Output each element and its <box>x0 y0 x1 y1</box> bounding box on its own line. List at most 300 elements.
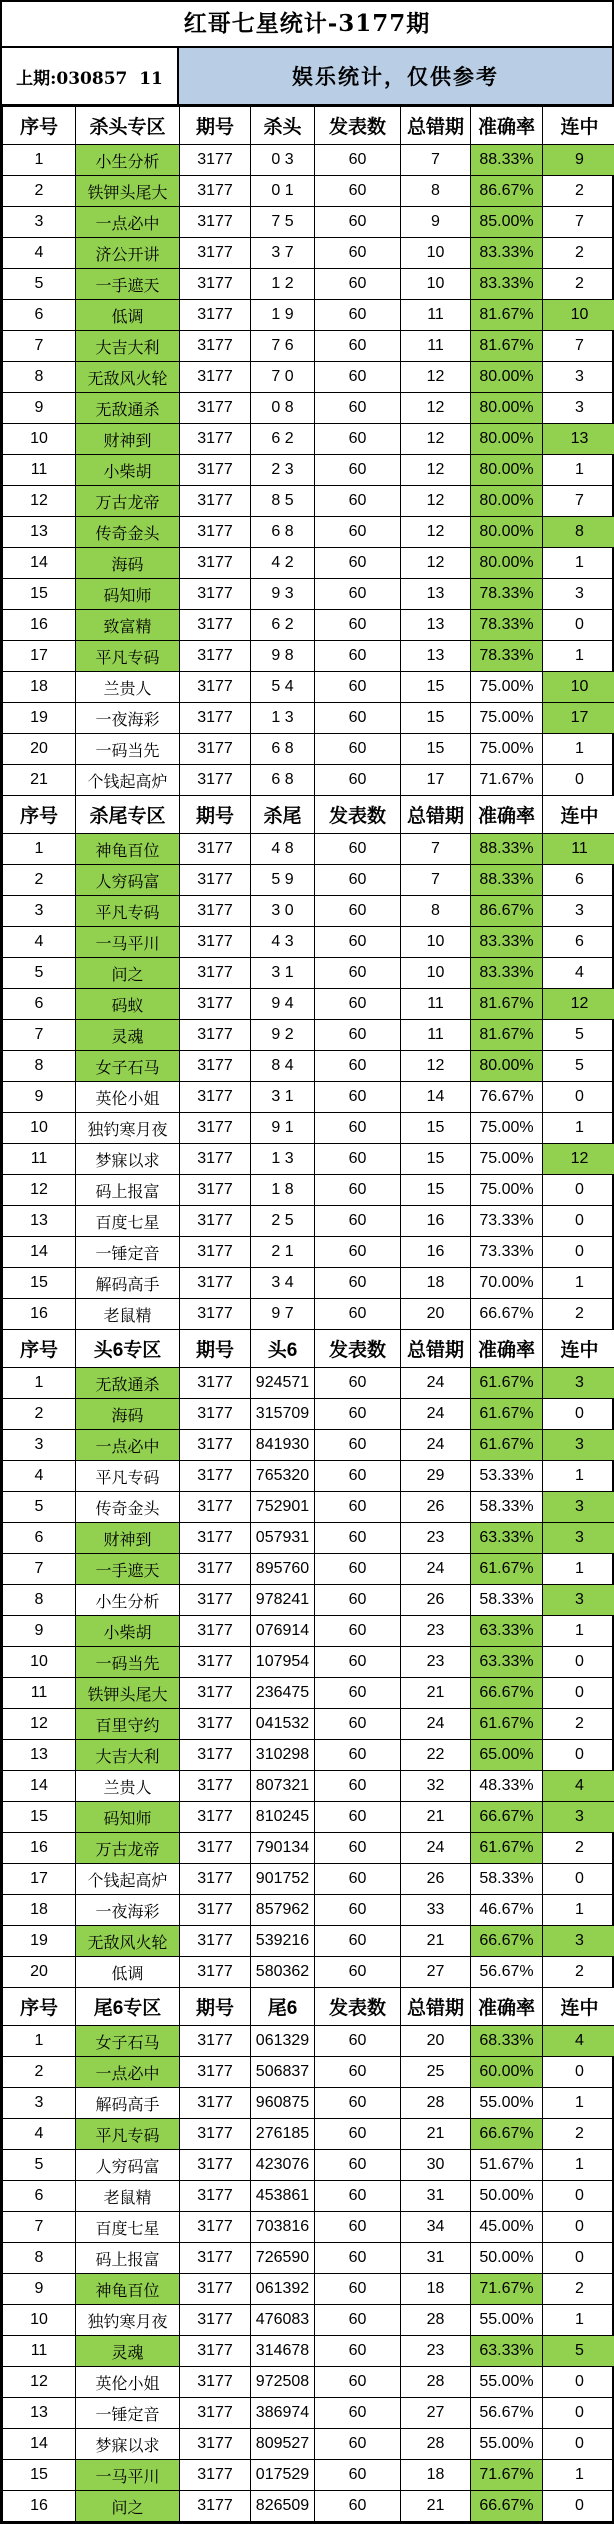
streak-cell: 8 <box>543 517 614 548</box>
zone-name-cell: 梦寐以求 <box>76 1144 180 1175</box>
table-row <box>3 455 614 486</box>
streak-cell: 0 <box>543 2181 614 2212</box>
issue-cell: 3177 <box>180 331 251 362</box>
issue-cell: 3177 <box>180 1771 251 1802</box>
table-row <box>3 145 614 176</box>
index-cell: 17 <box>3 641 76 672</box>
issue-cell: 3177 <box>180 424 251 455</box>
issue-cell: 3177 <box>180 207 251 238</box>
table-row <box>3 2057 614 2088</box>
issue-cell: 3177 <box>180 1430 251 1461</box>
published-count-cell: 60 <box>315 1678 401 1709</box>
total-errors-cell: 12 <box>401 393 471 424</box>
total-errors-cell: 31 <box>401 2181 471 2212</box>
previous-issue-label: 上期:030857 11 <box>2 48 179 104</box>
table-row <box>3 1585 614 1616</box>
total-errors-cell: 28 <box>401 2305 471 2336</box>
prediction-cell: 9 4 <box>251 989 315 1020</box>
zone-name-cell: 百度七星 <box>76 2212 180 2243</box>
published-count-cell: 60 <box>315 1268 401 1299</box>
zone-name-cell: 一马平川 <box>76 927 180 958</box>
issue-cell: 3177 <box>180 1492 251 1523</box>
index-cell: 14 <box>3 1771 76 1802</box>
streak-cell: 4 <box>543 1771 614 1802</box>
index-cell: 1 <box>3 1368 76 1399</box>
accuracy-cell: 71.67% <box>471 765 543 796</box>
total-errors-cell: 22 <box>401 1740 471 1771</box>
prediction-cell: 0 3 <box>251 145 315 176</box>
zone-name-cell: 无敌风火轮 <box>76 1926 180 1957</box>
streak-cell: 0 <box>543 1082 614 1113</box>
streak-cell: 1 <box>543 2088 614 2119</box>
zone-name-cell: 无敌通杀 <box>76 1368 180 1399</box>
issue-cell: 3177 <box>180 300 251 331</box>
accuracy-cell: 78.33% <box>471 579 543 610</box>
accuracy-cell: 61.67% <box>471 1399 543 1430</box>
accuracy-cell: 78.33% <box>471 610 543 641</box>
column-header-zone-name-cell: 杀头专区 <box>76 107 180 145</box>
prediction-cell: 580362 <box>251 1957 315 1988</box>
accuracy-cell: 78.33% <box>471 641 543 672</box>
streak-cell: 10 <box>543 300 614 331</box>
issue-cell: 3177 <box>180 486 251 517</box>
zone-name-cell: 英伦小姐 <box>76 2367 180 2398</box>
prediction-cell: 423076 <box>251 2150 315 2181</box>
index-cell: 16 <box>3 2491 76 2522</box>
prediction-cell: 1 8 <box>251 1175 315 1206</box>
streak-cell: 0 <box>543 1740 614 1771</box>
accuracy-cell: 83.33% <box>471 927 543 958</box>
disclaimer-label: 娱乐统计，仅供参考 <box>179 48 612 104</box>
accuracy-cell: 81.67% <box>471 331 543 362</box>
prediction-cell: 6 8 <box>251 517 315 548</box>
zone-name-cell: 无敌通杀 <box>76 393 180 424</box>
issue-cell: 3177 <box>180 1144 251 1175</box>
index-cell: 5 <box>3 958 76 989</box>
issue-cell: 3177 <box>180 579 251 610</box>
published-count-cell: 60 <box>315 548 401 579</box>
index-cell: 6 <box>3 2181 76 2212</box>
index-cell: 14 <box>3 548 76 579</box>
column-header-accuracy-cell: 准确率 <box>471 796 543 834</box>
index-cell: 2 <box>3 176 76 207</box>
index-cell: 12 <box>3 486 76 517</box>
streak-cell: 10 <box>543 672 614 703</box>
prediction-cell: 3 0 <box>251 896 315 927</box>
table-row <box>3 300 614 331</box>
total-errors-cell: 24 <box>401 1430 471 1461</box>
total-errors-cell: 24 <box>401 1399 471 1430</box>
issue-cell: 3177 <box>180 958 251 989</box>
prediction-cell: 3 7 <box>251 238 315 269</box>
streak-cell: 2 <box>543 176 614 207</box>
streak-cell: 3 <box>543 362 614 393</box>
total-errors-cell: 13 <box>401 610 471 641</box>
accuracy-cell: 66.67% <box>471 1678 543 1709</box>
zone-name-cell: 兰贵人 <box>76 672 180 703</box>
streak-cell: 1 <box>543 2150 614 2181</box>
published-count-cell: 60 <box>315 1926 401 1957</box>
issue-cell: 3177 <box>180 1082 251 1113</box>
index-cell: 11 <box>3 1144 76 1175</box>
prediction-cell: 9 1 <box>251 1113 315 1144</box>
zone-name-cell: 济公开讲 <box>76 238 180 269</box>
table-row <box>3 2150 614 2181</box>
zone-name-cell: 神龟百位 <box>76 2274 180 2305</box>
issue-cell: 3177 <box>180 672 251 703</box>
prediction-cell: 7 0 <box>251 362 315 393</box>
table-row <box>3 1299 614 1330</box>
table-row <box>3 1647 614 1678</box>
zone-name-cell: 小生分析 <box>76 1585 180 1616</box>
zone-name-cell: 一码当先 <box>76 1647 180 1678</box>
index-cell: 8 <box>3 2243 76 2274</box>
total-errors-cell: 18 <box>401 2460 471 2491</box>
table-row <box>3 2367 614 2398</box>
column-header-prediction-cell: 尾6 <box>251 1988 315 2026</box>
column-header-index-cell: 序号 <box>3 796 76 834</box>
total-errors-cell: 21 <box>401 2119 471 2150</box>
table-row <box>3 2026 614 2057</box>
prediction-cell: 703816 <box>251 2212 315 2243</box>
published-count-cell: 60 <box>315 300 401 331</box>
total-errors-cell: 31 <box>401 2243 471 2274</box>
total-errors-cell: 24 <box>401 1833 471 1864</box>
total-errors-cell: 9 <box>401 207 471 238</box>
published-count-cell: 60 <box>315 2057 401 2088</box>
table-row <box>3 207 614 238</box>
zone-name-cell: 解码高手 <box>76 2088 180 2119</box>
issue-cell: 3177 <box>180 927 251 958</box>
table-row <box>3 2181 614 2212</box>
accuracy-cell: 73.33% <box>471 1206 543 1237</box>
accuracy-cell: 65.00% <box>471 1740 543 1771</box>
table-row <box>3 1175 614 1206</box>
issue-cell: 3177 <box>180 1833 251 1864</box>
issue-cell: 3177 <box>180 610 251 641</box>
index-cell: 7 <box>3 1020 76 1051</box>
prediction-cell: 826509 <box>251 2491 315 2522</box>
total-errors-cell: 17 <box>401 765 471 796</box>
column-header-accuracy-cell: 准确率 <box>471 1330 543 1368</box>
table-row <box>3 1461 614 1492</box>
published-count-cell: 60 <box>315 734 401 765</box>
index-cell: 12 <box>3 1709 76 1740</box>
published-count-cell: 60 <box>315 1051 401 1082</box>
published-count-cell: 60 <box>315 2088 401 2119</box>
column-header-accuracy-cell: 准确率 <box>471 1988 543 2026</box>
table-row <box>3 1268 614 1299</box>
total-errors-cell: 16 <box>401 1237 471 1268</box>
total-errors-cell: 26 <box>401 1864 471 1895</box>
column-header-total-errors-cell: 总错期 <box>401 1988 471 2026</box>
published-count-cell: 60 <box>315 1237 401 1268</box>
streak-cell: 1 <box>543 1268 614 1299</box>
accuracy-cell: 75.00% <box>471 734 543 765</box>
column-header-prediction-cell: 头6 <box>251 1330 315 1368</box>
total-errors-cell: 12 <box>401 362 471 393</box>
accuracy-cell: 80.00% <box>471 362 543 393</box>
column-header-accuracy-cell: 准确率 <box>471 107 543 145</box>
table-row <box>3 1926 614 1957</box>
table-row <box>3 269 614 300</box>
total-errors-cell: 21 <box>401 2491 471 2522</box>
prediction-cell: 0 8 <box>251 393 315 424</box>
section-header-wei6 <box>3 1988 614 2026</box>
accuracy-cell: 56.67% <box>471 1957 543 1988</box>
table-row <box>3 1554 614 1585</box>
streak-cell: 7 <box>543 207 614 238</box>
accuracy-cell: 75.00% <box>471 703 543 734</box>
issue-cell: 3177 <box>180 393 251 424</box>
streak-cell: 7 <box>543 331 614 362</box>
streak-cell: 0 <box>543 1399 614 1430</box>
zone-name-cell: 低调 <box>76 300 180 331</box>
published-count-cell: 60 <box>315 486 401 517</box>
zone-name-cell: 小柴胡 <box>76 1616 180 1647</box>
accuracy-cell: 75.00% <box>471 1113 543 1144</box>
published-count-cell: 60 <box>315 1430 401 1461</box>
total-errors-cell: 26 <box>401 1492 471 1523</box>
table-row <box>3 958 614 989</box>
index-cell: 8 <box>3 362 76 393</box>
table-row <box>3 1771 614 1802</box>
accuracy-cell: 76.67% <box>471 1082 543 1113</box>
streak-cell: 2 <box>543 1709 614 1740</box>
streak-cell: 0 <box>543 2367 614 2398</box>
prediction-cell: 5 4 <box>251 672 315 703</box>
index-cell: 20 <box>3 734 76 765</box>
index-cell: 1 <box>3 834 76 865</box>
total-errors-cell: 18 <box>401 2274 471 2305</box>
index-cell: 1 <box>3 2026 76 2057</box>
accuracy-cell: 63.33% <box>471 1647 543 1678</box>
prediction-cell: 3 1 <box>251 958 315 989</box>
prediction-cell: 539216 <box>251 1926 315 1957</box>
streak-cell: 3 <box>543 1926 614 1957</box>
prediction-cell: 5 9 <box>251 865 315 896</box>
total-errors-cell: 34 <box>401 2212 471 2243</box>
prediction-cell: 1 3 <box>251 703 315 734</box>
published-count-cell: 60 <box>315 1299 401 1330</box>
accuracy-cell: 80.00% <box>471 548 543 579</box>
index-cell: 2 <box>3 1399 76 1430</box>
published-count-cell: 60 <box>315 2491 401 2522</box>
issue-cell: 3177 <box>180 269 251 300</box>
streak-cell: 1 <box>543 455 614 486</box>
prediction-cell: 9 8 <box>251 641 315 672</box>
page-title: 红哥七星统计-3177期 <box>2 2 612 48</box>
prediction-cell: 4 3 <box>251 927 315 958</box>
prediction-cell: 057931 <box>251 1523 315 1554</box>
table-row <box>3 989 614 1020</box>
accuracy-cell: 61.67% <box>471 1833 543 1864</box>
zone-name-cell: 铁钾头尾大 <box>76 176 180 207</box>
accuracy-cell: 61.67% <box>471 1368 543 1399</box>
total-errors-cell: 10 <box>401 958 471 989</box>
streak-cell: 13 <box>543 424 614 455</box>
total-errors-cell: 7 <box>401 145 471 176</box>
table-row <box>3 176 614 207</box>
table-row <box>3 865 614 896</box>
accuracy-cell: 66.67% <box>471 1802 543 1833</box>
published-count-cell: 60 <box>315 896 401 927</box>
index-cell: 13 <box>3 1206 76 1237</box>
accuracy-cell: 58.33% <box>471 1492 543 1523</box>
published-count-cell: 60 <box>315 393 401 424</box>
published-count-cell: 60 <box>315 2274 401 2305</box>
total-errors-cell: 15 <box>401 1144 471 1175</box>
total-errors-cell: 10 <box>401 927 471 958</box>
zone-name-cell: 一点必中 <box>76 1430 180 1461</box>
table-row <box>3 2212 614 2243</box>
streak-cell: 2 <box>543 1299 614 1330</box>
index-cell: 15 <box>3 1802 76 1833</box>
streak-cell: 3 <box>543 1523 614 1554</box>
issue-cell: 3177 <box>180 145 251 176</box>
zone-name-cell: 老鼠精 <box>76 2181 180 2212</box>
prediction-cell: 895760 <box>251 1554 315 1585</box>
total-errors-cell: 26 <box>401 1585 471 1616</box>
published-count-cell: 60 <box>315 455 401 486</box>
accuracy-cell: 63.33% <box>471 1616 543 1647</box>
streak-cell: 1 <box>543 2460 614 2491</box>
index-cell: 21 <box>3 765 76 796</box>
accuracy-cell: 81.67% <box>471 989 543 1020</box>
accuracy-cell: 86.67% <box>471 176 543 207</box>
prediction-cell: 978241 <box>251 1585 315 1616</box>
index-cell: 19 <box>3 703 76 734</box>
issue-cell: 3177 <box>180 1368 251 1399</box>
total-errors-cell: 15 <box>401 672 471 703</box>
accuracy-cell: 55.00% <box>471 2429 543 2460</box>
streak-cell: 0 <box>543 2398 614 2429</box>
section-header-shatou <box>3 107 614 145</box>
column-header-issue-cell: 期号 <box>180 107 251 145</box>
accuracy-cell: 80.00% <box>471 1051 543 1082</box>
issue-cell: 3177 <box>180 2119 251 2150</box>
zone-name-cell: 百度七星 <box>76 1206 180 1237</box>
streak-cell: 2 <box>543 2274 614 2305</box>
streak-cell: 5 <box>543 2336 614 2367</box>
streak-cell: 3 <box>543 1368 614 1399</box>
prediction-cell: 310298 <box>251 1740 315 1771</box>
zone-name-cell: 一夜海彩 <box>76 703 180 734</box>
streak-cell: 1 <box>543 641 614 672</box>
table-row <box>3 1523 614 1554</box>
streak-cell: 3 <box>543 393 614 424</box>
published-count-cell: 60 <box>315 517 401 548</box>
index-cell: 9 <box>3 1616 76 1647</box>
issue-cell: 3177 <box>180 1957 251 1988</box>
zone-name-cell: 一点必中 <box>76 2057 180 2088</box>
issue-cell: 3177 <box>180 2212 251 2243</box>
total-errors-cell: 12 <box>401 486 471 517</box>
streak-cell: 1 <box>543 1616 614 1647</box>
streak-cell: 1 <box>543 2305 614 2336</box>
accuracy-cell: 58.33% <box>471 1585 543 1616</box>
issue-cell: 3177 <box>180 2367 251 2398</box>
total-errors-cell: 8 <box>401 176 471 207</box>
prediction-cell: 8 5 <box>251 486 315 517</box>
streak-cell: 5 <box>543 1051 614 1082</box>
issue-cell: 3177 <box>180 1175 251 1206</box>
issue-cell: 3177 <box>180 641 251 672</box>
streak-cell: 3 <box>543 1585 614 1616</box>
streak-cell: 6 <box>543 927 614 958</box>
index-cell: 15 <box>3 1268 76 1299</box>
accuracy-cell: 55.00% <box>471 2305 543 2336</box>
index-cell: 6 <box>3 989 76 1020</box>
index-cell: 6 <box>3 300 76 331</box>
zone-name-cell: 女子石马 <box>76 1051 180 1082</box>
accuracy-cell: 55.00% <box>471 2088 543 2119</box>
zone-name-cell: 个钱起高炉 <box>76 765 180 796</box>
prediction-cell: 752901 <box>251 1492 315 1523</box>
accuracy-cell: 66.67% <box>471 1299 543 1330</box>
subheader-bar <box>2 48 612 106</box>
zone-name-cell: 财神到 <box>76 1523 180 1554</box>
total-errors-cell: 23 <box>401 1647 471 1678</box>
issue-cell: 3177 <box>180 1647 251 1678</box>
published-count-cell: 60 <box>315 1647 401 1678</box>
published-count-cell: 60 <box>315 1020 401 1051</box>
zone-name-cell: 码知师 <box>76 1802 180 1833</box>
accuracy-cell: 88.33% <box>471 865 543 896</box>
zone-name-cell: 个钱起高炉 <box>76 1864 180 1895</box>
issue-cell: 3177 <box>180 1399 251 1430</box>
streak-cell: 0 <box>543 2429 614 2460</box>
published-count-cell: 60 <box>315 1895 401 1926</box>
prediction-cell: 041532 <box>251 1709 315 1740</box>
streak-cell: 7 <box>543 486 614 517</box>
published-count-cell: 60 <box>315 865 401 896</box>
streak-cell: 0 <box>543 1647 614 1678</box>
prediction-cell: 726590 <box>251 2243 315 2274</box>
issue-cell: 3177 <box>180 1206 251 1237</box>
issue-cell: 3177 <box>180 2026 251 2057</box>
prediction-cell: 9 3 <box>251 579 315 610</box>
zone-name-cell: 铁钾头尾大 <box>76 1678 180 1709</box>
issue-cell: 3177 <box>180 2398 251 2429</box>
total-errors-cell: 23 <box>401 2336 471 2367</box>
prediction-cell: 1 9 <box>251 300 315 331</box>
published-count-cell: 60 <box>315 989 401 1020</box>
stats-table <box>2 106 614 2522</box>
issue-cell: 3177 <box>180 1461 251 1492</box>
prediction-cell: 315709 <box>251 1399 315 1430</box>
streak-cell: 3 <box>543 1802 614 1833</box>
prediction-cell: 7 5 <box>251 207 315 238</box>
accuracy-cell: 80.00% <box>471 424 543 455</box>
prediction-cell: 1 2 <box>251 269 315 300</box>
total-errors-cell: 24 <box>401 1709 471 1740</box>
prediction-cell: 2 5 <box>251 1206 315 1237</box>
issue-cell: 3177 <box>180 896 251 927</box>
issue-cell: 3177 <box>180 362 251 393</box>
index-cell: 2 <box>3 2057 76 2088</box>
index-cell: 15 <box>3 2460 76 2491</box>
prediction-cell: 6 2 <box>251 424 315 455</box>
streak-cell: 2 <box>543 2119 614 2150</box>
total-errors-cell: 28 <box>401 2367 471 2398</box>
table-row <box>3 1616 614 1647</box>
index-cell: 4 <box>3 1461 76 1492</box>
total-errors-cell: 20 <box>401 1299 471 1330</box>
published-count-cell: 60 <box>315 1585 401 1616</box>
table-row <box>3 1740 614 1771</box>
issue-cell: 3177 <box>180 1802 251 1833</box>
